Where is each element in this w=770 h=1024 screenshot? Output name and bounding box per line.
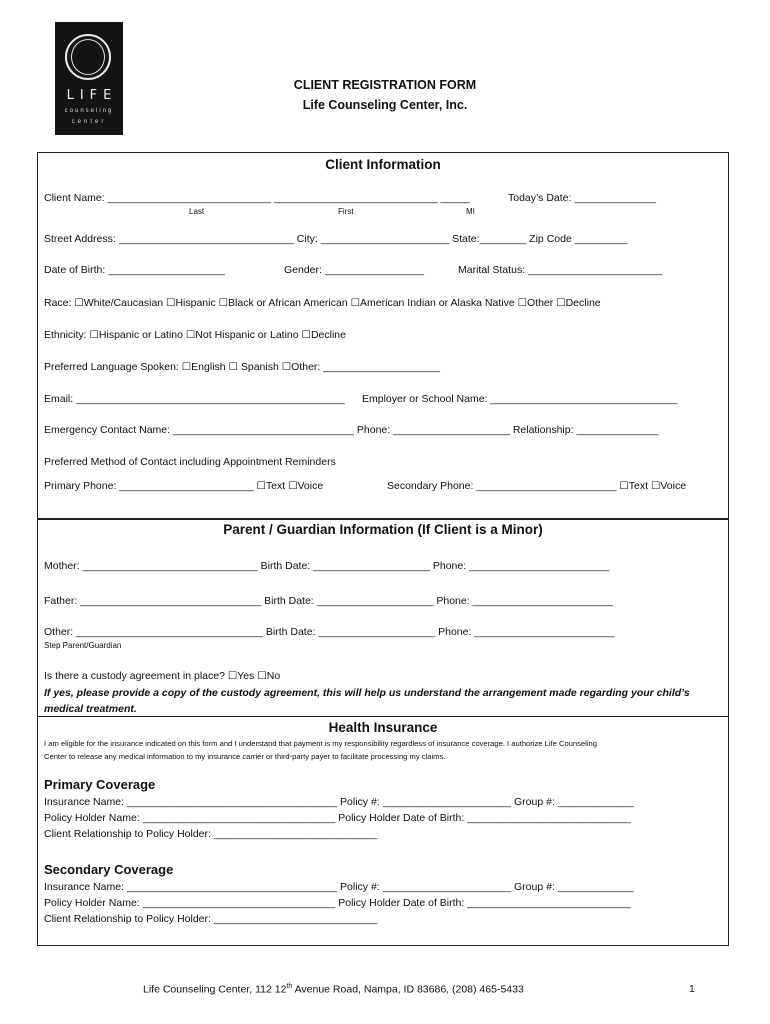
primary-client-relationship-field[interactable]: Client Relationship to Policy Holder: ____________________________	[44, 828, 378, 840]
contact-method-label: Preferred Method of Contact including Appointment Reminders	[44, 456, 336, 468]
todays-date-field[interactable]: Today’s Date: ______________	[508, 192, 657, 204]
secondary-policy-holder-field[interactable]: Policy Holder Name: _________________________________ Policy Holder Date of Birth: ____________________________	[44, 897, 631, 909]
secondary-phone-field[interactable]: Secondary Phone: ________________________ ☐Text ☐Voice	[387, 480, 687, 492]
insurance-statement: I am eligible for the insurance indicated on this form and I understand that payment is my responsibility regardless of insurance coverage. I authorize Life Counseling	[44, 739, 597, 748]
page-number: 1	[689, 983, 695, 995]
middle-initial-label: MI	[466, 207, 475, 216]
date-of-birth-field[interactable]: Date of Birth: ____________________	[44, 264, 225, 276]
first-name-label: First	[338, 207, 354, 216]
primary-phone-field[interactable]: Primary Phone: _______________________ ☐Text ☐Voice	[44, 480, 324, 492]
secondary-client-relationship-field[interactable]: Client Relationship to Policy Holder: ____________________________	[44, 913, 378, 925]
race-options[interactable]: Race: ☐White/Caucasian ☐Hispanic ☐Black or African American ☐American Indian or Alaska Native ☐Other ☐Decline	[44, 297, 601, 309]
employer-school-field[interactable]: Employer or School Name: ________________________________	[362, 393, 678, 405]
form-title: CLIENT REGISTRATION FORM	[293, 78, 477, 92]
footer-address-start: Life Counseling Center, 112 12	[143, 983, 287, 996]
street-address-field[interactable]: Street Address: ______________________________ City: ______________________ State:________ Zip Code _________	[44, 233, 628, 245]
custody-note-cont: medical treatment.	[44, 703, 137, 715]
ethnicity-options[interactable]: Ethnicity: ☐Hispanic or Latino ☐Not Hispanic or Latino ☐Decline	[44, 329, 346, 341]
last-name-label: Last	[189, 207, 205, 216]
email-field[interactable]: Email: ______________________________________________	[44, 393, 345, 405]
gender-field[interactable]: Gender: _________________	[284, 264, 425, 276]
father-field[interactable]: Father: _______________________________ Birth Date: ____________________ Phone: ________________________	[44, 595, 613, 607]
client-name-field[interactable]: Client Name: ____________________________ ____________________________ _____	[44, 192, 470, 204]
other-guardian-field[interactable]: Other: ________________________________ Birth Date: ____________________ Phone: ________________________	[44, 626, 615, 638]
secondary-coverage-heading: Secondary Coverage	[44, 862, 174, 877]
logo-line1: counseling	[64, 108, 114, 114]
life-logo	[55, 22, 123, 135]
emergency-contact-field[interactable]: Emergency Contact Name: _______________________________ Phone: ____________________ Relationship: ______________	[44, 424, 659, 436]
guardian-information-heading: Parent / Guardian Information (If Client is a Minor)	[223, 522, 543, 537]
footer-superscript: th	[286, 983, 293, 990]
logo-word: LIFE	[66, 88, 118, 103]
logo-line2: center	[71, 119, 107, 125]
custody-note: If yes, please provide a copy of the custody agreement, this will help us understand the arrangement made regarding your child’s	[44, 687, 690, 699]
step-parent-label: Step Parent/Guardian	[44, 641, 122, 650]
marital-status-field[interactable]: Marital Status: _______________________	[458, 264, 663, 276]
custody-agreement-options[interactable]: Is there a custody agreement in place? ☐Yes ☐No	[44, 670, 281, 682]
client-information-heading: Client Information	[325, 157, 441, 172]
insurance-statement-cont: Center to release any medical information to my insurance carrier or third-party payer to facilitate processing my claims.	[44, 752, 446, 761]
primary-policy-holder-field[interactable]: Policy Holder Name: _________________________________ Policy Holder Date of Birth: ____________________________	[44, 812, 631, 824]
primary-coverage-heading: Primary Coverage	[44, 777, 156, 792]
form-subtitle: Life Counseling Center, Inc.	[302, 98, 468, 112]
footer-address-end: Avenue Road, Nampa, ID 83686, (208) 465-5433	[292, 983, 524, 996]
logo-inner-circle-icon	[71, 39, 105, 75]
mother-field[interactable]: Mother: ______________________________ Birth Date: ____________________ Phone: ________________________	[44, 560, 610, 572]
primary-insurance-name-field[interactable]: Insurance Name: ____________________________________ Policy #: ______________________ Group #: _____________	[44, 796, 634, 808]
health-insurance-heading: Health Insurance	[328, 720, 438, 735]
secondary-insurance-name-field[interactable]: Insurance Name: ____________________________________ Policy #: ______________________ Group #: _____________	[44, 881, 634, 893]
preferred-language-options[interactable]: Preferred Language Spoken: ☐English ☐ Spanish ☐Other: ____________________	[44, 361, 441, 373]
footer-address	[143, 983, 524, 996]
